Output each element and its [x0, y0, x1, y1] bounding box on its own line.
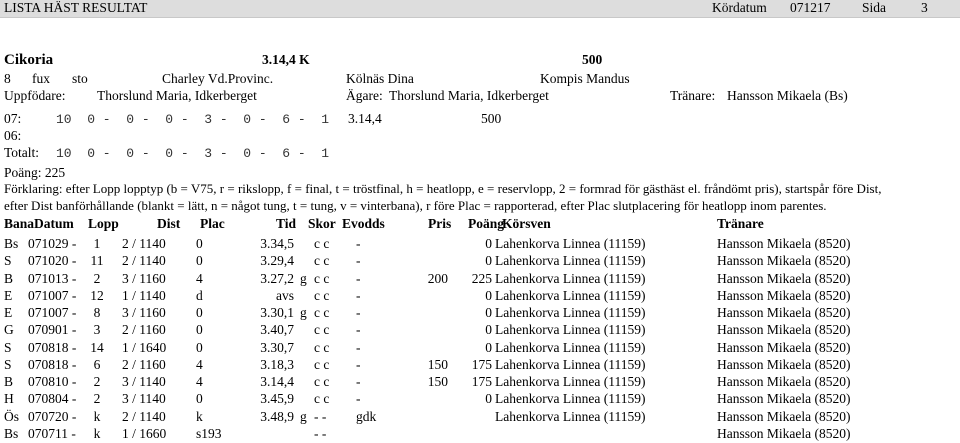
trainer-label: Tränare:: [670, 88, 716, 103]
horse-damsire: Kompis Mandus: [540, 71, 630, 86]
cell-dist: 2 / 1160: [122, 356, 166, 372]
cell-lopp: 3: [93, 322, 101, 338]
cell-poang: 175: [471, 356, 492, 372]
cell-tid: 3.29,4: [260, 253, 294, 269]
cell-tid: 3.30,7: [260, 339, 294, 355]
cell-skor: c c: [314, 253, 330, 269]
col-header-poang: Poäng: [468, 216, 505, 231]
cell-skor: c c: [314, 270, 330, 286]
cell-pris: 150: [427, 356, 448, 372]
cell-plac: 4: [196, 270, 203, 286]
cell-bana: Bs: [4, 236, 19, 251]
table-row: [0, 340, 960, 357]
cell-g: g: [300, 270, 307, 286]
report-date: 071217: [790, 0, 831, 15]
cell-evodds: -: [356, 391, 361, 407]
cell-g: g: [300, 305, 307, 320]
cell-plac: 0: [196, 305, 203, 320]
table-row: [0, 426, 960, 443]
cell-lopp: 8: [93, 305, 101, 320]
cell-korsven: Lahenkorva Linnea (11159): [495, 374, 646, 389]
cell-datum: 071029 -: [28, 236, 77, 251]
cell-bana: E: [4, 305, 13, 320]
cell-korsven: Lahenkorva Linnea (11159): [495, 305, 646, 320]
cell-g: g: [300, 408, 307, 424]
cell-plac: s193: [196, 425, 222, 441]
table-row: [0, 236, 960, 253]
cell-skor: c c: [314, 391, 330, 407]
table-row: [0, 391, 960, 408]
cell-tranare: Hansson Mikaela (8520): [717, 356, 851, 372]
cell-poang: 0: [485, 391, 492, 407]
cell-dist: 1 / 1660: [122, 425, 167, 441]
cell-datum: 070810 -: [28, 374, 77, 389]
col-header-datum: Datum: [34, 216, 74, 231]
cell-bana: G: [4, 322, 14, 338]
cell-datum: 070818 -: [28, 356, 77, 372]
cell-evodds: gdk: [356, 408, 377, 424]
cell-lopp: 2: [93, 270, 101, 286]
cell-plac: 0: [196, 339, 203, 355]
cell-evodds: -: [356, 253, 361, 269]
cell-skor: c c: [314, 374, 330, 389]
col-header-plac: Plac: [200, 216, 225, 231]
cell-korsven: Lahenkorva Linnea (11159): [495, 287, 646, 303]
cell-datum: 070711 -: [28, 425, 76, 441]
stats-2006-label: 06:: [4, 128, 22, 143]
cell-lopp: 6: [93, 356, 101, 372]
col-header-pris: Pris: [428, 216, 452, 231]
cell-poang: 225: [471, 270, 492, 286]
cell-tid: 3.48,9: [260, 408, 294, 424]
points-total: Poäng: 225: [4, 165, 66, 180]
col-header-korsven: Körsven: [502, 216, 551, 231]
cell-tid: avs: [276, 287, 294, 303]
cell-dist: 3 / 1140: [122, 374, 166, 389]
cell-pris: 200: [427, 270, 448, 286]
cell-poang: 175: [471, 374, 492, 389]
cell-bana: B: [4, 270, 14, 286]
cell-datum: 070818 -: [28, 339, 77, 355]
cell-tranare: Hansson Mikaela (8520): [717, 374, 851, 389]
cell-tranare: Hansson Mikaela (8520): [717, 305, 851, 320]
cell-tid: 3.30,1: [260, 305, 294, 320]
cell-plac: 0: [196, 391, 203, 407]
horse-age: 8: [4, 71, 11, 86]
cell-tranare: Hansson Mikaela (8520): [717, 339, 851, 355]
horse-gender: sto: [72, 71, 88, 86]
cell-datum: 071007 -: [28, 287, 77, 303]
page-number: 3: [921, 0, 928, 15]
report-title: LISTA HÄST RESULTAT: [4, 0, 148, 15]
table-row: [0, 253, 960, 270]
cell-tranare: Hansson Mikaela (8520): [717, 253, 851, 269]
cell-poang: 0: [485, 322, 492, 338]
horse-dam: Kölnäs Dina: [346, 71, 414, 86]
cell-datum: 071020 -: [28, 253, 77, 269]
table-row: [0, 288, 960, 305]
stats-2007-record: 3.14,4: [348, 111, 382, 126]
cell-bana: Bs: [4, 425, 19, 441]
cell-lopp: 1: [93, 236, 101, 251]
cell-tranare: Hansson Mikaela (8520): [717, 236, 851, 251]
trainer: Hansson Mikaela (Bs): [727, 88, 848, 103]
breeder-label: Uppfödare:: [4, 88, 66, 103]
page-label: Sida: [862, 0, 887, 15]
cell-tid: 3.34,5: [260, 236, 294, 251]
cell-dist: 2 / 1160: [122, 322, 166, 338]
cell-plac: 4: [196, 356, 203, 372]
cell-korsven: Lahenkorva Linnea (11159): [495, 339, 646, 355]
cell-dist: 3 / 1160: [122, 305, 166, 320]
cell-evodds: -: [356, 374, 361, 389]
cell-skor: - -: [314, 408, 327, 424]
cell-tid: 3.40,7: [260, 322, 294, 338]
cell-korsven: Lahenkorva Linnea (11159): [495, 236, 646, 251]
horse-name: Cikoria: [4, 52, 54, 68]
horse-record: 3.14,4 K: [262, 52, 310, 67]
cell-evodds: -: [356, 236, 361, 251]
stats-total: 10 0 - 0 - 0 - 3 - 0 - 6 - 1: [56, 146, 330, 161]
cell-lopp: 14: [90, 339, 104, 355]
cell-skor: c c: [314, 236, 330, 251]
cell-dist: 1 / 1640: [122, 339, 167, 355]
table-row: [0, 409, 960, 426]
cell-poang: 0: [485, 339, 492, 355]
cell-tid: 3.18,3: [260, 356, 294, 372]
cell-evodds: -: [356, 305, 361, 320]
cell-skor: c c: [314, 356, 330, 372]
date-label: Kördatum: [712, 0, 767, 15]
cell-datum: 070804 -: [28, 391, 77, 407]
cell-datum: 070720 -: [28, 408, 77, 424]
cell-poang: 0: [485, 305, 492, 320]
cell-korsven: Lahenkorva Linnea (11159): [495, 356, 646, 372]
cell-skor: c c: [314, 287, 330, 303]
cell-evodds: -: [356, 356, 361, 372]
cell-skor: c c: [314, 322, 330, 338]
legend-line-2: efter Dist banförhållande (blankt = lätt, n = något tung, t = tung, v = vinterbana), r före Plac = rapporterad, efter Plac slutplacering för heatlopp inom parentes.: [4, 198, 827, 213]
cell-lopp: k: [93, 425, 101, 441]
cell-bana: H: [4, 391, 14, 407]
cell-datum: 070901 -: [28, 322, 77, 338]
cell-korsven: Lahenkorva Linnea (11159): [495, 322, 646, 338]
col-header-skor: Skor: [308, 216, 336, 231]
stats-2007: 10 0 - 0 - 0 - 3 - 0 - 6 - 1: [56, 112, 330, 127]
cell-evodds: -: [356, 270, 361, 286]
cell-bana: B: [4, 374, 14, 389]
cell-datum: 071013 -: [28, 270, 77, 286]
cell-poang: 0: [485, 287, 492, 303]
cell-lopp: 2: [93, 391, 101, 407]
horse-money: 500: [582, 52, 603, 67]
cell-tranare: Hansson Mikaela (8520): [717, 425, 851, 441]
cell-poang: 0: [485, 253, 492, 269]
cell-dist: 3 / 1160: [122, 270, 166, 286]
cell-plac: k: [196, 408, 203, 424]
cell-evodds: -: [356, 322, 361, 338]
cell-datum: 071007 -: [28, 305, 77, 320]
horse-sire: Charley Vd.Provinc.: [162, 71, 274, 86]
breeder: Thorslund Maria, Idkerberget: [97, 88, 257, 103]
owner-label: Ägare:: [346, 88, 383, 103]
cell-skor: - -: [314, 425, 327, 441]
cell-plac: 0: [196, 236, 203, 251]
table-row: [0, 357, 960, 374]
col-header-dist: Dist: [157, 216, 181, 231]
cell-dist: 3 / 1140: [122, 391, 166, 407]
table-row: [0, 305, 960, 322]
cell-korsven: Lahenkorva Linnea (11159): [495, 253, 646, 269]
table-row: [0, 271, 960, 288]
horse-color: fux: [32, 71, 50, 86]
table-row: [0, 322, 960, 339]
cell-tid: 3.45,9: [260, 391, 294, 407]
owner: Thorslund Maria, Idkerberget: [389, 88, 549, 103]
cell-bana: Ös: [4, 408, 20, 424]
cell-dist: 2 / 1140: [122, 408, 166, 424]
cell-korsven: Lahenkorva Linnea (11159): [495, 270, 646, 286]
cell-plac: 4: [196, 374, 203, 389]
col-header-tid: Tid: [276, 216, 297, 231]
cell-poang: 0: [485, 236, 492, 251]
cell-bana: E: [4, 287, 13, 303]
cell-plac: 0: [196, 322, 203, 338]
cell-dist: 2 / 1140: [122, 253, 166, 269]
stats-total-label: Totalt:: [4, 145, 40, 160]
cell-dist: 2 / 1140: [122, 236, 166, 251]
cell-tranare: Hansson Mikaela (8520): [717, 391, 851, 407]
cell-skor: c c: [314, 339, 330, 355]
cell-dist: 1 / 1140: [122, 287, 166, 303]
table-row: [0, 374, 960, 391]
cell-evodds: -: [356, 287, 361, 303]
col-header-lopp: Lopp: [88, 216, 119, 231]
cell-skor: c c: [314, 305, 330, 320]
legend-line-1: Förklaring: efter Lopp lopptyp (b = V75, r = rikslopp, f = final, t = tröstfinal, h = heatlopp, e = reservlopp, 2 = formrad för gästhäst el. fråndömt pris), startspår före Dist,: [4, 181, 882, 196]
cell-evodds: -: [356, 339, 361, 355]
cell-pris: 150: [427, 374, 448, 389]
cell-tranare: Hansson Mikaela (8520): [717, 408, 851, 424]
cell-plac: 0: [196, 253, 203, 269]
cell-bana: S: [4, 253, 12, 269]
col-header-tranare: Tränare: [717, 216, 764, 231]
cell-tranare: Hansson Mikaela (8520): [717, 270, 851, 286]
stats-2007-money: 500: [481, 111, 502, 126]
cell-korsven: Lahenkorva Linnea (11159): [495, 408, 646, 424]
cell-bana: S: [4, 339, 12, 355]
stats-2007-label: 07:: [4, 111, 22, 126]
col-header-bana: Bana: [4, 216, 35, 231]
cell-bana: S: [4, 356, 12, 372]
col-header-evodds: Evodds: [342, 216, 385, 231]
cell-tid: 3.14,4: [260, 374, 294, 389]
cell-plac: d: [196, 287, 203, 303]
cell-lopp: k: [93, 408, 101, 424]
cell-tranare: Hansson Mikaela (8520): [717, 287, 851, 303]
cell-korsven: Lahenkorva Linnea (11159): [495, 391, 646, 407]
cell-lopp: 2: [93, 374, 101, 389]
cell-tranare: Hansson Mikaela (8520): [717, 322, 851, 338]
cell-lopp: 12: [90, 287, 104, 303]
cell-tid: 3.27,2: [260, 270, 294, 286]
cell-lopp: 11: [90, 253, 104, 269]
